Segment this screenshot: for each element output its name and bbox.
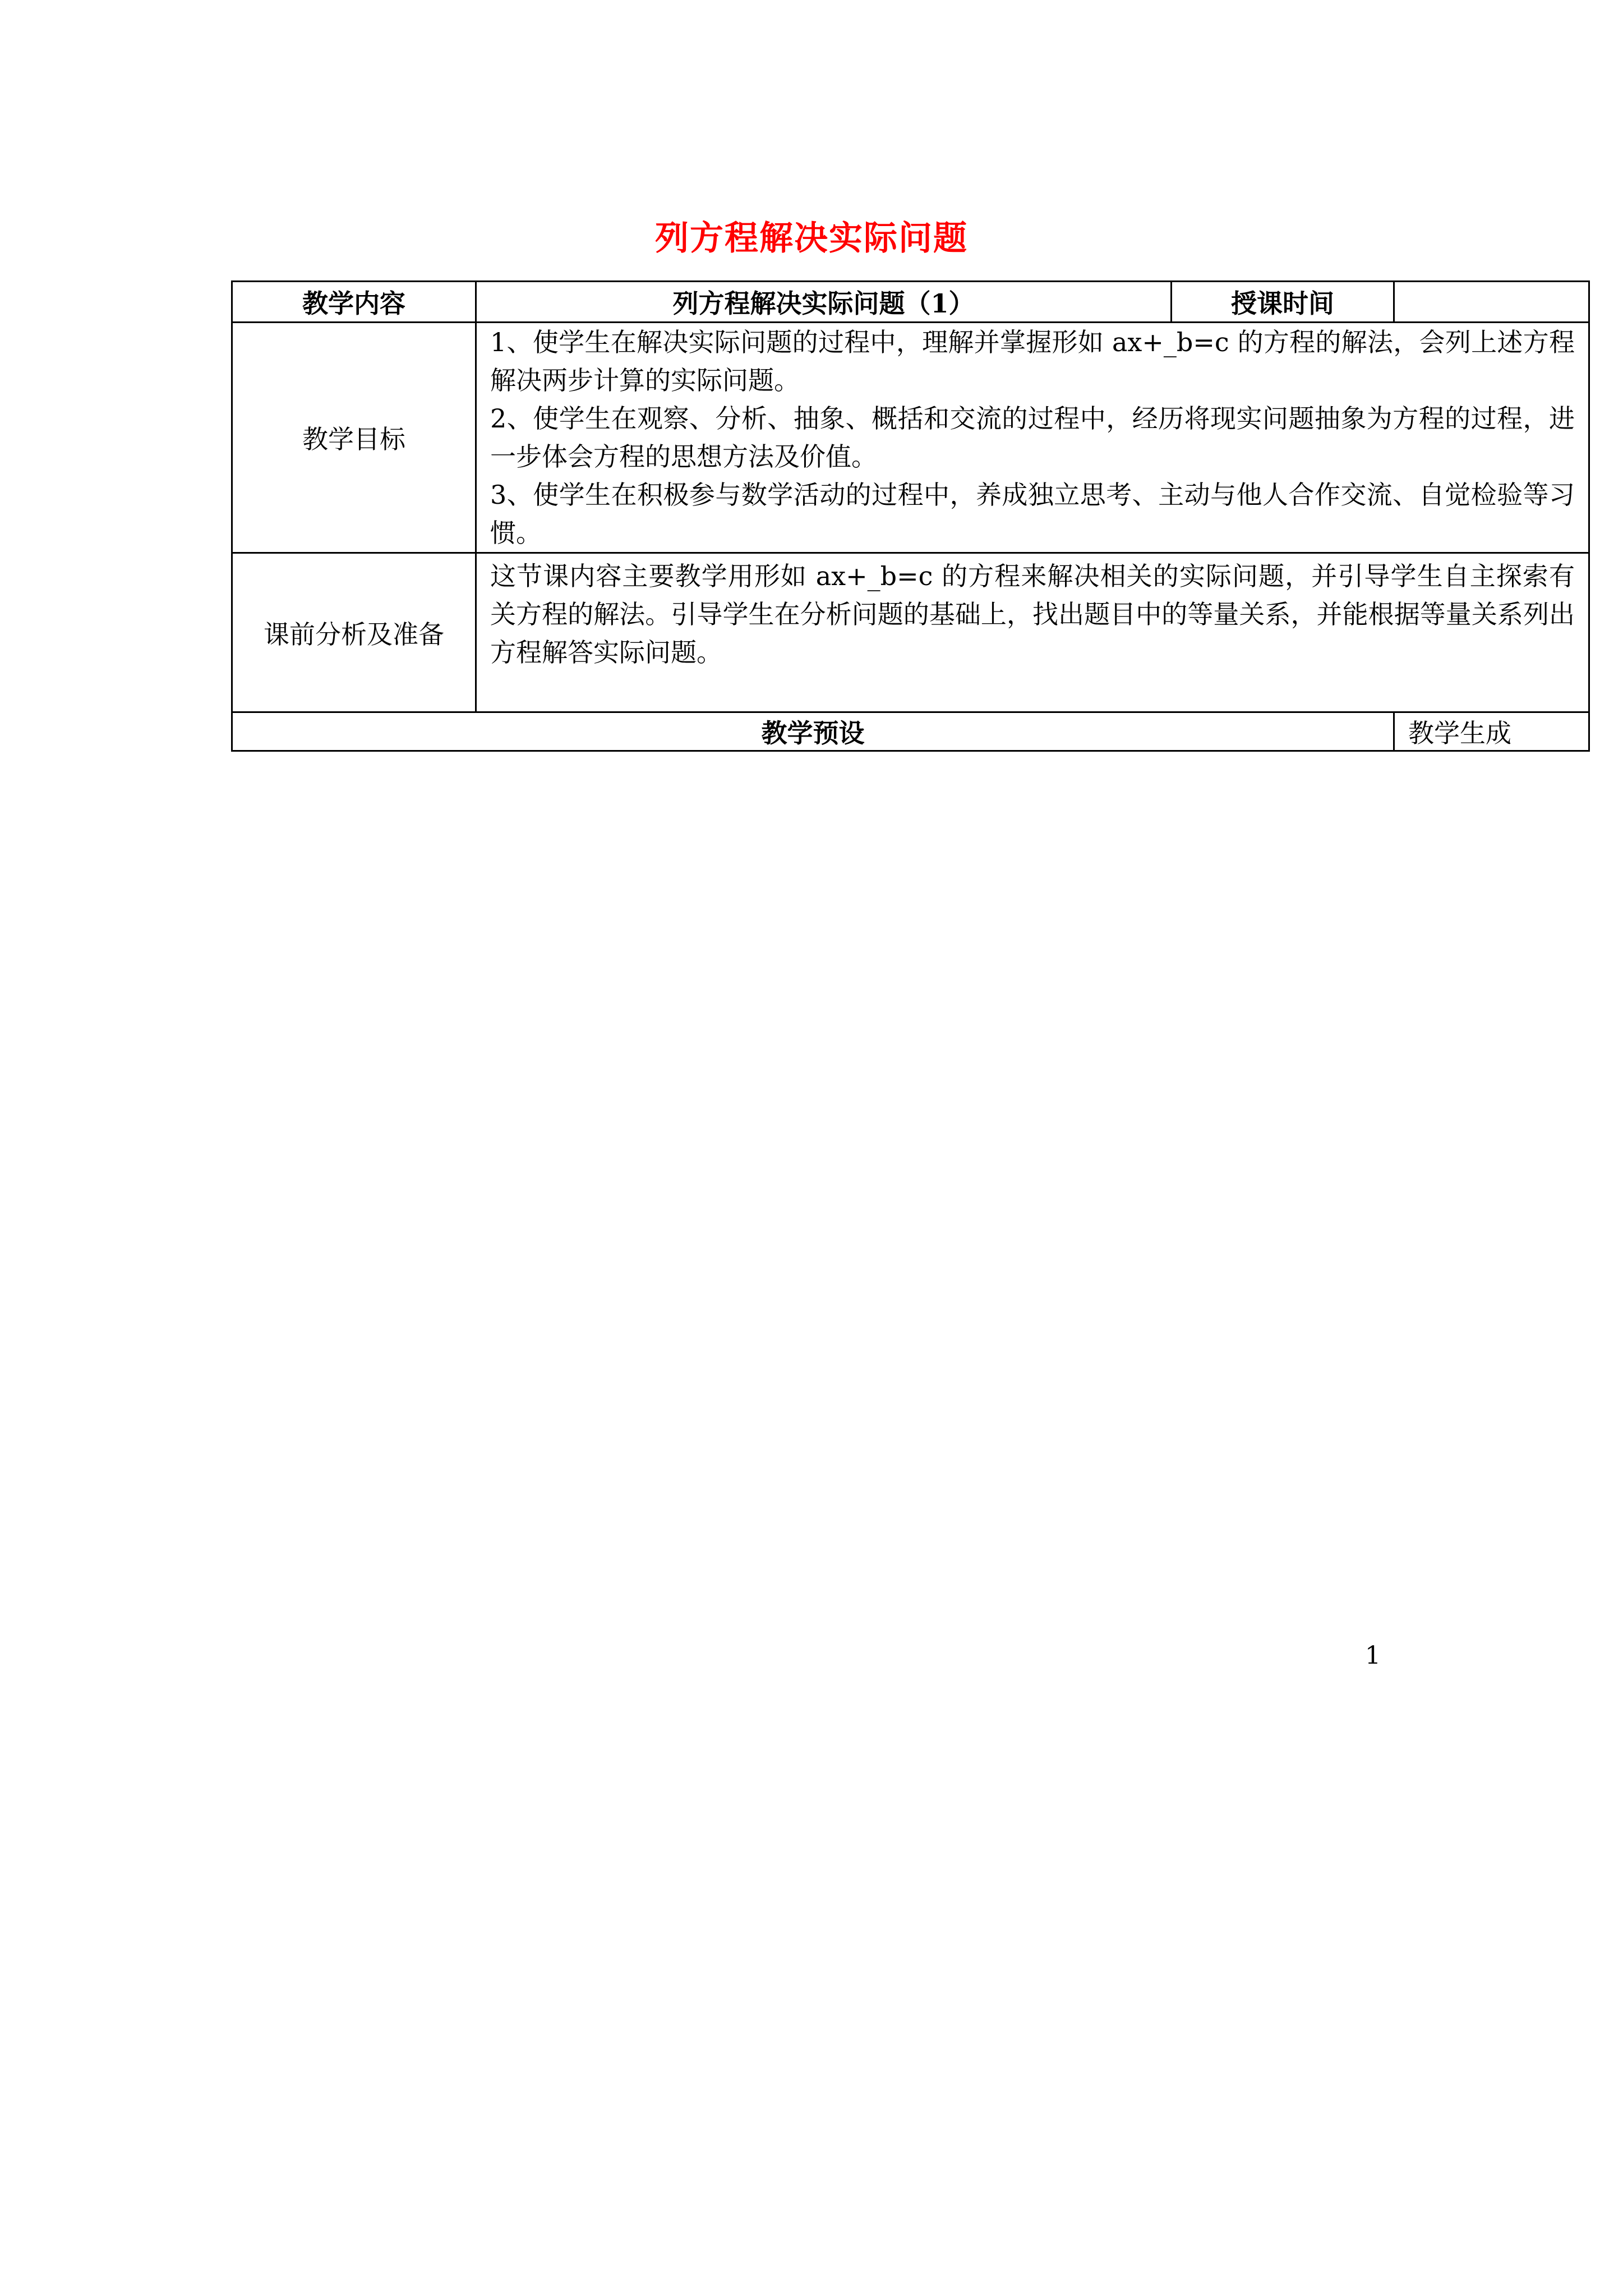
- content-value-cell: 列方程解决实际问题（1）: [476, 282, 1172, 323]
- table-header-row: [232, 282, 1589, 323]
- analysis-label-cell: 课前分析及准备: [232, 553, 476, 712]
- lesson-plan-table: [231, 280, 1590, 752]
- time-label-cell: 授课时间: [1172, 282, 1394, 323]
- analysis-content-cell: [476, 553, 1589, 712]
- goal-item: 3、使学生在积极参与数学活动的过程中，养成独立思考、主动与他人合作交流、自觉检验等习惯。: [490, 480, 1575, 548]
- content-label-cell: 教学内容: [232, 282, 476, 323]
- goal-item: 2、使学生在观察、分析、抽象、概括和交流的过程中，经历将现实问题抽象为方程的过程，进一步体会方程的思想方法及价值。: [490, 403, 1575, 472]
- footer-row: [232, 712, 1589, 751]
- analysis-row: [232, 553, 1589, 712]
- goals-row: [232, 323, 1589, 553]
- goals-label-cell: 教学目标: [232, 323, 476, 553]
- time-value-cell: [1394, 282, 1589, 323]
- page-number: 1: [1365, 1641, 1381, 1670]
- page-title: 列方程解决实际问题: [655, 219, 968, 258]
- analysis-text: 这节课内容主要教学用形如 ax+_b=c 的方程来解决相关的实际问题，并引导学生自主探索有关方程的解法。引导学生在分析问题的基础上，找出题目中的等量关系，并能根据等量关系列出方程解答实际问题。: [490, 561, 1575, 668]
- preset-label-cell: 教学预设: [232, 712, 1394, 751]
- goal-item: 1、使学生在解决实际问题的过程中，理解并掌握形如 ax+_b=c 的方程的解法，会列上述方程解决两步计算的实际问题。: [490, 327, 1575, 395]
- generation-label-cell: 教学生成: [1394, 712, 1589, 751]
- goals-content-cell: [476, 323, 1589, 553]
